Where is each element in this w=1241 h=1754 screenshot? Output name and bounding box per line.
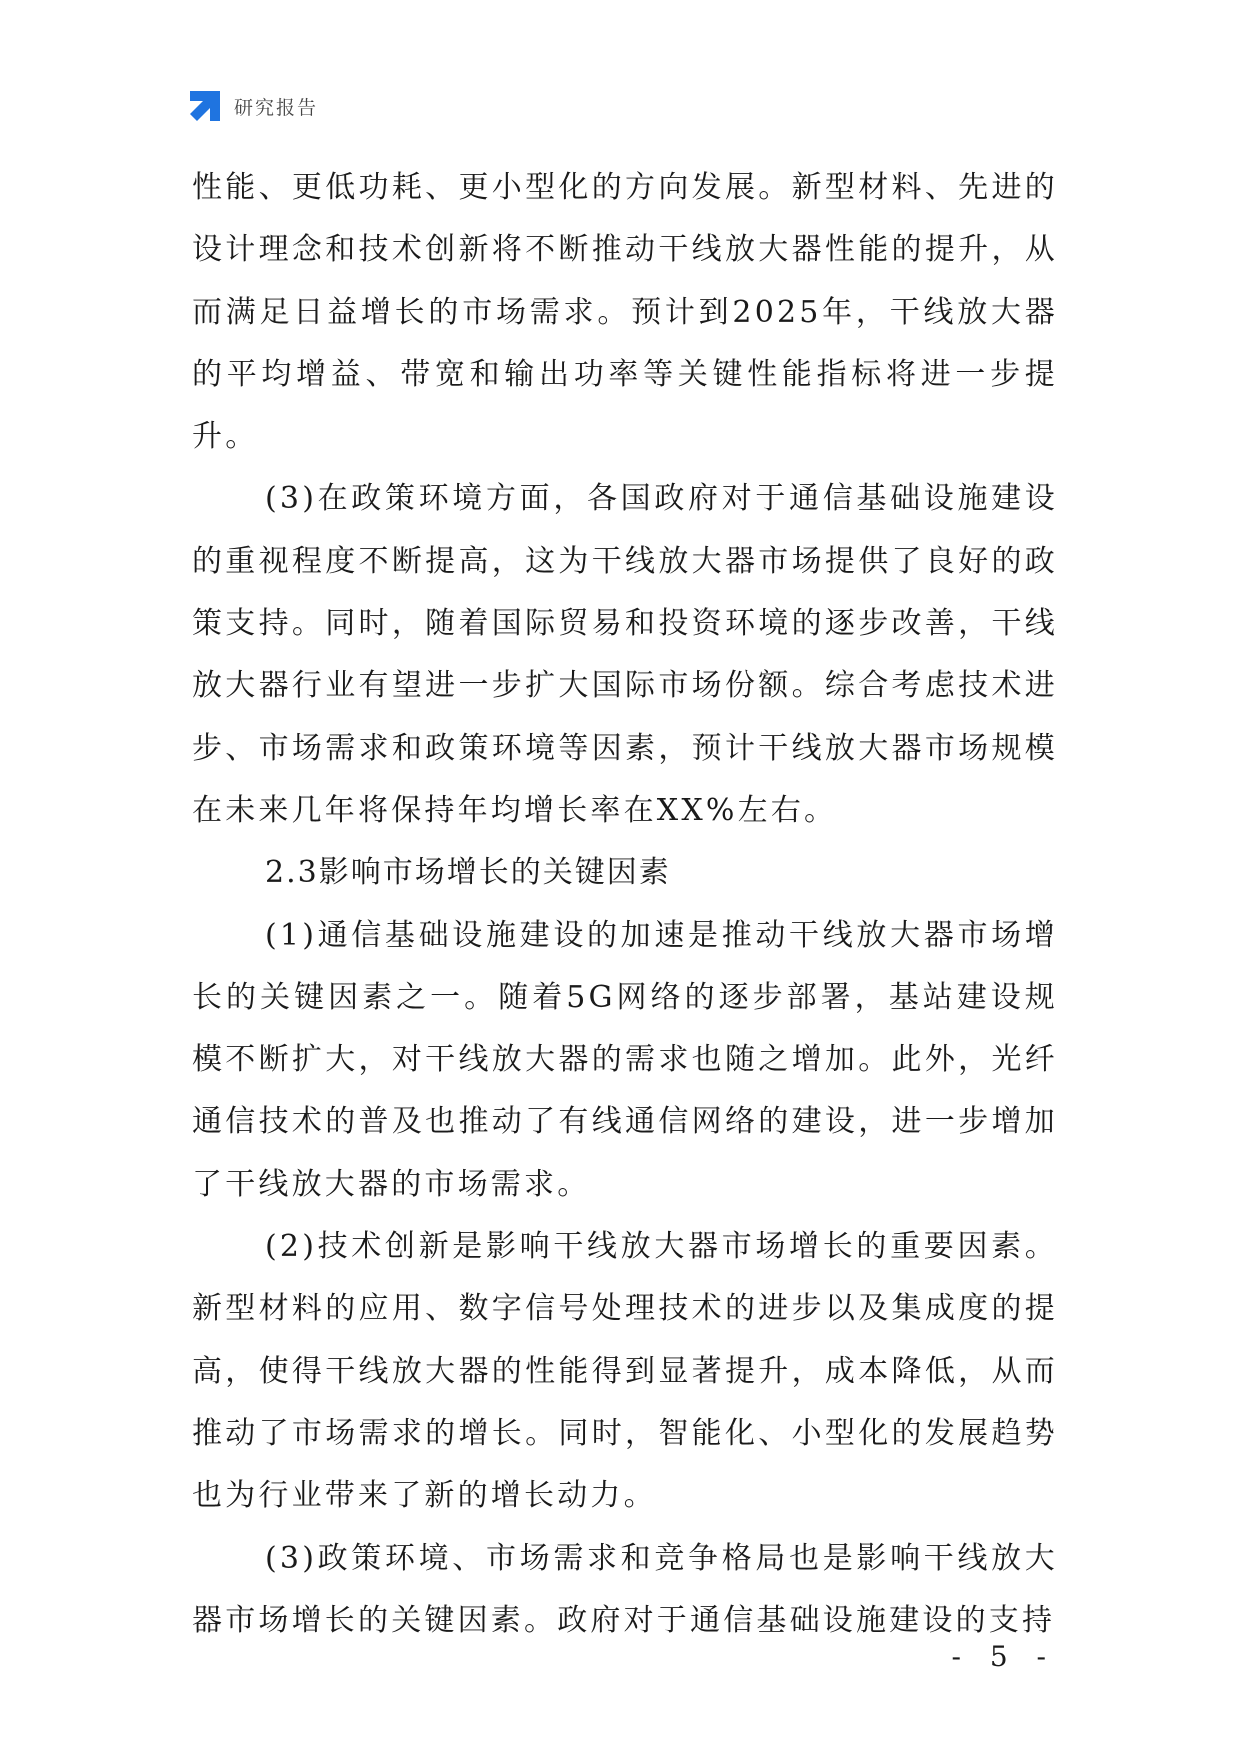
paragraph-technology: (2)技术创新是影响干线放大器市场增长的重要因素。新型材料的应用、数字信号处理技术的进步以及集成度的提高，使得干线放大器的性能得到显著提升，成本降低，从而推动了市场需求的增长。同时，智能化、小型化的发展趋势也为行业带来了新的增长动力。 — [192, 1229, 1058, 1514]
header-title: 研究报告 — [234, 96, 319, 119]
document-body — [192, 157, 1058, 1652]
arrow-logo-icon — [188, 89, 222, 123]
paragraph-policy-market: (3)政策环境、市场需求和竞争格局也是影响干线放大器市场增长的关键因素。政府对于通信基础设施建设的支持 — [192, 1540, 1058, 1638]
page-number: - 5 - — [951, 1640, 1056, 1673]
paragraph-continued: 性能、更低功耗、更小型化的方向发展。新型材料、先进的设计理念和技术创新将不断推动干线放大器性能的提升，从而满足日益增长的市场需求。预计到2025年，干线放大器的平均增益、带宽和输出功率等关键性能指标将进一步提升。 — [192, 170, 1058, 455]
report-header — [188, 88, 318, 124]
section-heading: 2.3影响市场增长的关键因素 — [265, 855, 671, 891]
paragraph-policy-environment: (3)在政策环境方面，各国政府对于通信基础设施建设的重视程度不断提高，这为干线放大器市场提供了良好的政策支持。同时，随着国际贸易和投资环境的逐步改善，干线放大器行业有望进一步扩大国际市场份额。综合考虑技术进步、市场需求和政策环境等因素，预计干线放大器市场规模在未来几年将保持年均增长率在XX%左右。 — [192, 481, 1058, 828]
paragraph-infrastructure: (1)通信基础设施建设的加速是推动干线放大器市场增长的关键因素之一。随着5G网络的逐步部署，基站建设规模不断扩大，对干线放大器的需求也随之增加。此外，光纤通信技术的普及也推动了有线通信网络的建设，进一步增加了干线放大器的市场需求。 — [192, 917, 1058, 1202]
